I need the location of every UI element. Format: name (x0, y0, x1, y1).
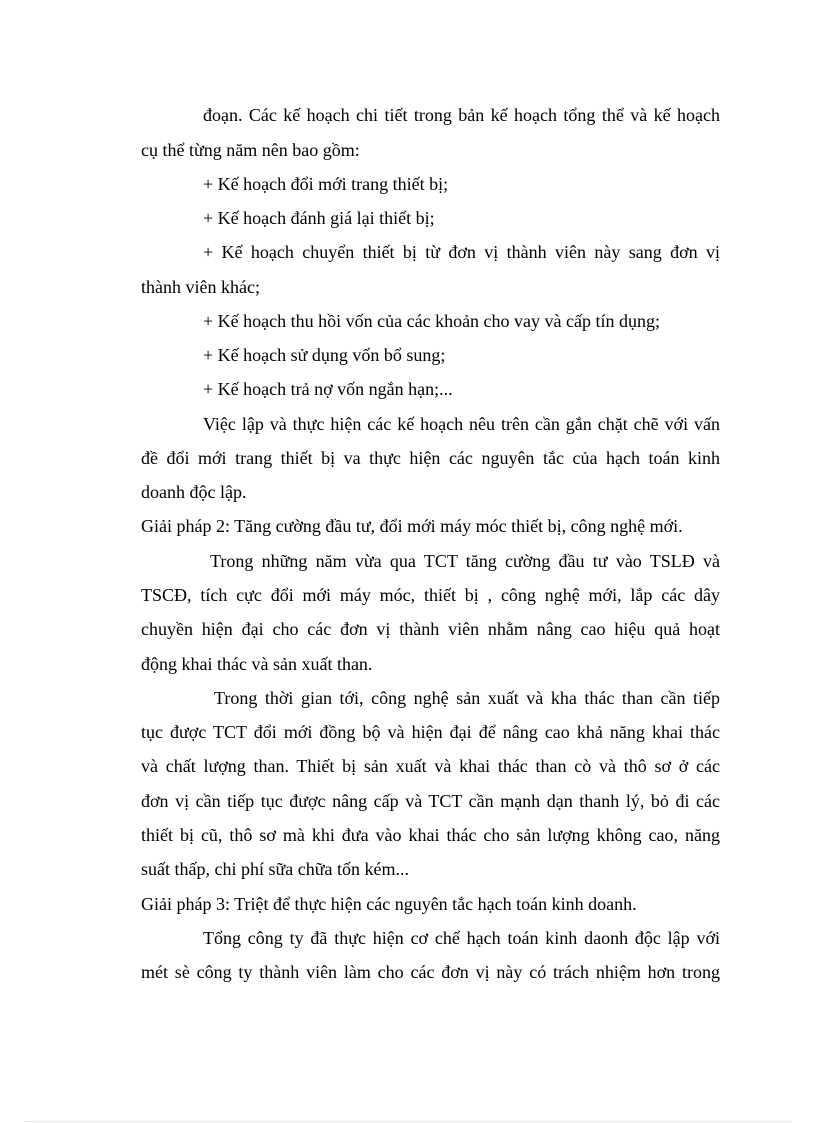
list-item: + Kế hoạch thu hồi vốn của các khoản cho vay và cấp tín dụng; (203, 311, 661, 331)
section-heading: Giải pháp 2: Tăng cường đầu tư, đổi mới máy móc thiết bị, công nghệ mới. (141, 516, 683, 536)
section-heading: Giải pháp 3: Triệt để thực hiện các nguyên tắc hạch toán kinh doanh. (141, 894, 637, 914)
page-bottom-rule (24, 1121, 792, 1122)
list-item: + Kế hoạch trả nợ vốn ngắn hạn;... (203, 379, 453, 399)
paragraph-line: cụ thể từng năm nên bao gồm: (141, 140, 360, 160)
paragraph-line: doanh độc lập. (141, 482, 247, 502)
list-item: + Kế hoạch đổi mới trang thiết bị; (203, 174, 449, 194)
paragraph-line: mét sè công ty thành viên làm cho các đơn vị này có trách nhiệm hơn trong (141, 962, 720, 982)
paragraph-line: đoạn. Các kế hoạch chi tiết trong bản kế hoạch tổng thể và kế hoạch (203, 105, 720, 125)
paragraph-line: chuyền hiện đại cho các đơn vị thành viên nhằm nâng cao hiệu quả hoạt (141, 619, 720, 639)
paragraph-line: tục được TCT đổi mới đồng bộ và hiện đại để nâng cao khả năng khai thác (141, 722, 720, 742)
paragraph-line: Việc lập và thực hiện các kế hoạch nêu trên cần gắn chặt chẽ với vấn (203, 414, 720, 434)
paragraph-line: Trong những năm vừa qua TCT tăng cường đầu tư vào TSLĐ và (210, 551, 720, 571)
paragraph-line: đề đổi mới trang thiết bị va thực hiện các nguyên tắc của hạch toán kinh (141, 448, 720, 468)
list-item: + Kế hoạch đánh giá lại thiết bị; (203, 208, 435, 228)
paragraph-line: đơn vị cần tiếp tục được nâng cấp và TCT cần mạnh dạn thanh lý, bỏ đi các (141, 791, 720, 811)
list-item: + Kế hoạch sử dụng vốn bổ sung; (203, 345, 446, 365)
paragraph-line: động khai thác và sản xuất than. (141, 654, 373, 674)
paragraph-line: Trong thời gian tới, công nghệ sản xuất và kha thác than cần tiếp (214, 688, 720, 708)
list-item-continuation: thành viên khác; (141, 277, 260, 297)
list-item: + Kế hoạch chuyển thiết bị từ đơn vị thành viên này sang đơn vị (203, 242, 720, 262)
paragraph-line: TSCĐ, tích cực đổi mới máy móc, thiết bị , công nghệ mới, lắp các dây (141, 585, 720, 605)
paragraph-line: Tổng công ty đã thực hiện cơ chế hạch toán kinh daonh độc lập với (203, 928, 720, 948)
paragraph-line: và chất lượng than. Thiết bị sản xuất và khai thác than cò và thô sơ ở các (141, 756, 720, 776)
paragraph-line: suất thấp, chi phí sữa chữa tốn kém... (141, 859, 409, 879)
paragraph-line: thiết bị cũ, thô sơ mà khi đưa vào khai thác cho sản lượng không cao, năng (141, 825, 720, 845)
